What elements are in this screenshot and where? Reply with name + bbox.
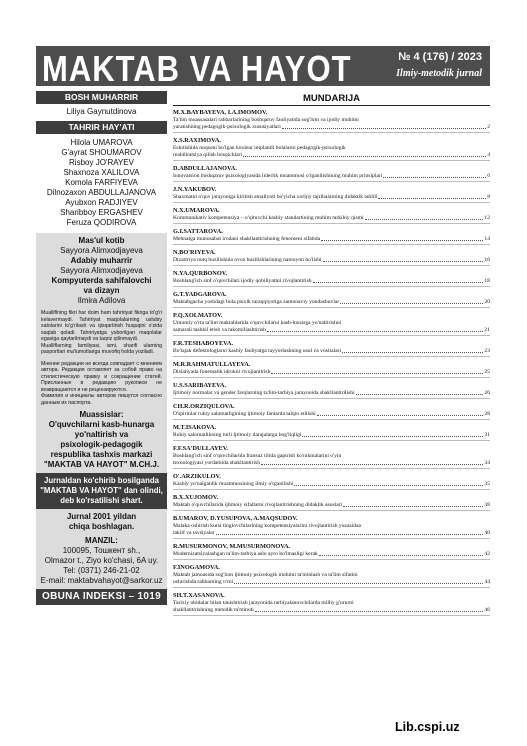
toc-heading: MUNDARIJA — [173, 91, 490, 106]
toc-author: R.MUSURMONOV, M.MUSURMONOVA. — [173, 543, 291, 550]
founders-label: Muassislar: — [79, 410, 124, 419]
masthead — [36, 46, 490, 90]
toc-divider — [173, 181, 490, 182]
founded-line: chiqa boshlagan. — [68, 522, 135, 531]
toc-page-number: 31 — [484, 432, 490, 438]
toc-page-number: 2 — [487, 124, 490, 130]
toc-title-line — [173, 390, 490, 397]
chief-editor-name: Liliya Gaynutdinova — [66, 107, 137, 116]
toc-title-text: Boshlang'ich sinf o'quvchilari ijodiy qobiliyatini rivojlantirish — [173, 278, 312, 284]
toc-leader-dots — [302, 432, 483, 437]
toc-divider — [173, 335, 490, 336]
toc-title-text: samarali tashkil etish va takomillashtirish — [173, 327, 266, 333]
board-member: Sharibboy ERGASHEV — [60, 208, 143, 217]
toc-divider — [173, 489, 490, 490]
toc-title-line — [173, 278, 490, 285]
toc-title-line — [173, 299, 490, 306]
toc-title-text: yaratishning pedagogik-psixologik xususiyatlari — [173, 124, 281, 130]
toc-title-text: reabilitatsiya qilish bosqichlari — [173, 152, 242, 158]
editorial-board-list — [36, 138, 167, 228]
toc-page-number: 21 — [484, 327, 490, 333]
toc-entry[interactable] — [173, 207, 490, 224]
toc-entry[interactable] — [173, 291, 490, 308]
layout-label-2: va dizayn — [83, 286, 120, 295]
toc-divider — [173, 398, 490, 399]
toc-leader-dots — [317, 411, 484, 416]
toc-title-text: Mehnatga munosabat irodani shakllantirishning fenomeni sifatida — [173, 236, 321, 242]
toc-entry[interactable] — [173, 361, 490, 378]
toc-page-number: 44 — [484, 579, 490, 585]
founders-list — [38, 420, 165, 470]
toc-title-line — [173, 523, 490, 530]
board-member: Hilola UMAROVA — [70, 138, 133, 147]
board-member: Komola FARFIYEVA — [65, 178, 138, 187]
toc-divider — [173, 265, 490, 266]
toc-entry[interactable] — [173, 564, 490, 588]
toc-page-number: 40 — [484, 530, 490, 536]
toc-title-line — [173, 502, 490, 509]
toc-entry[interactable] — [173, 592, 490, 616]
toc-page-number: 35 — [484, 481, 490, 487]
reprint-line: Jurnaldan ko'chirib bosilganda — [44, 476, 159, 485]
toc-page-number: 42 — [484, 551, 490, 557]
toc-page-number: 20 — [484, 299, 490, 305]
toc-divider — [173, 615, 490, 616]
toc-title-line — [173, 432, 490, 439]
founders-line: "MAKTAB VA HAYOT" M.CH.J. — [43, 460, 160, 469]
toc-entry[interactable] — [173, 494, 490, 511]
toc-leader-dots — [343, 502, 483, 507]
toc-author: B.UMAROV, D.YUSUPOVA, A.MAQSUDOV. — [173, 515, 298, 522]
founded-line: Jurnal 2001 yildan — [66, 512, 137, 521]
toc-entry[interactable] — [173, 340, 490, 357]
toc-title-line — [173, 551, 490, 558]
layout-label-1: Kompyuterda sahifalovchi — [51, 276, 152, 285]
layout-designer-name: Ilmira Adilova — [77, 296, 126, 305]
toc-entry[interactable] — [173, 109, 490, 133]
toc-title-line — [173, 145, 490, 152]
toc-title-text: Ta'lim muassasalari rahbarlarining boshqaruv faoliyatida sog'lom va ijodiy muhitni — [173, 117, 359, 123]
toc-author: N.YA.QURBONOV. — [173, 270, 228, 277]
address-line: Olmazor t., Ziyo ko'chasi, 6A uy. — [44, 556, 159, 565]
toc-author: G.T.YADGAROVA. — [173, 291, 227, 298]
toc-divider — [173, 419, 490, 420]
literary-editor-label: Adabiy muharrir — [70, 256, 133, 265]
toc-leader-dots — [261, 460, 483, 465]
toc-page-number: 8 — [487, 194, 490, 200]
toc-title-line — [173, 481, 490, 488]
toc-leader-dots — [313, 278, 484, 283]
toc-entry[interactable] — [173, 270, 490, 287]
toc-divider — [173, 468, 490, 469]
journal-title: MAKTAB VA HAYOT — [42, 48, 352, 90]
toc-title-line — [173, 124, 490, 131]
toc-title-line — [173, 348, 490, 355]
toc-title-text: Malaka oshirish kursi tinglovchilarining kompetensiyalarini rivojlantirish yuzasidan — [173, 523, 362, 529]
toc-title-line — [173, 572, 490, 579]
toc-author: M.T.ISAKOVA. — [173, 424, 216, 431]
toc-entry[interactable] — [173, 382, 490, 399]
toc-author: F.F.SA'DULLAYEV. — [173, 445, 229, 452]
toc-title-line — [173, 327, 490, 334]
secretary-label: Mas'ul kotib — [78, 236, 125, 245]
toc-title-line — [173, 579, 490, 586]
toc-title-text: Shaxmatni o'quv jarayoniga kiritish amaliyoti bo'yicha xorijiy tajribalarning didaktik tahlili — [173, 194, 378, 200]
reprint-lines — [38, 476, 165, 506]
toc-title-line — [173, 194, 490, 201]
toc-title-line — [173, 257, 490, 264]
toc-title-text: Maktab jamoasida sog'lom ijtimoiy psixologik muhitni ta'minlash va ta'lim sifatini — [173, 572, 358, 578]
founders-line: O'quvchilarni kasb-hunarga — [48, 420, 155, 429]
toc-divider — [173, 307, 490, 308]
watermark: Lib.cspi.uz — [395, 720, 460, 734]
board-member: Feruza QODIROVA — [66, 218, 137, 227]
toc-entry[interactable] — [173, 186, 490, 203]
toc-leader-dots — [216, 530, 484, 535]
staff-box — [36, 233, 167, 473]
subscription-index: OBUNA INDEKSI – 1019 — [36, 589, 167, 605]
toc-title-text: Eshitishida nuqsoni bo'lgan koxlear implantli bolalarni pedagogik-psixologik — [173, 145, 346, 151]
address-label: MANZIL: — [85, 536, 118, 545]
address-box — [36, 509, 167, 589]
toc-entry[interactable] — [173, 445, 490, 469]
board-member: Ayubxon RADJIYEV — [65, 198, 138, 207]
toc-divider — [173, 244, 490, 245]
toc-author: N.BO'RIYEVA. — [173, 249, 216, 256]
toc-title-line — [173, 453, 490, 460]
toc-author: P.Q.XOLMATOV. — [173, 312, 223, 319]
toc-title-text: Umumiy o'rta ta'lim maktablarida o'quvchilarni kasb-hunarga yo'naltirishni — [173, 320, 342, 326]
address-line: 100095, Тошкент sh., — [62, 546, 141, 555]
toc-title-line — [173, 460, 490, 467]
toc-leader-dots — [234, 579, 483, 584]
notice-uz-1: Mualliflning fikri har doim ham tahririyat fikriga to'g'ri kelavermaydi. Tahririyat maqolalarning uslubiy xatolarini to'g'rilash va qisqartirish huquqini o'zida saqlab qoladi. Tahririyatga yuborilgan maqolalar egasiga qaytarilmaydi va taqriz qilinmaydi. — [41, 310, 162, 342]
toc-page-number: 25 — [484, 369, 490, 375]
founders-line: psixologik-pedagogik — [60, 440, 143, 449]
founded-lines — [38, 512, 165, 532]
toc-leader-dots — [294, 481, 483, 486]
toc-author: J.N.YAKUBOV. — [173, 186, 217, 193]
toc-title-text: Dislaliyada fonematik idrokni rivojlantirish — [173, 369, 271, 375]
address-line: Tel: (0371) 246-21-02 — [63, 566, 140, 575]
table-of-contents — [173, 91, 490, 620]
toc-page-number: 14 — [484, 236, 490, 242]
toc-author: G.I.SATTAROVA. — [173, 228, 223, 235]
reprint-line: "MAKTAB VA HAYOT" dan olindi, — [40, 486, 163, 495]
toc-divider — [173, 223, 490, 224]
toc-divider — [173, 587, 490, 588]
toc-leader-dots — [323, 257, 484, 262]
toc-divider — [173, 440, 490, 441]
toc-title-line — [173, 600, 490, 607]
toc-title-line — [173, 173, 490, 180]
toc-entry[interactable] — [173, 249, 490, 266]
toc-entry[interactable] — [173, 165, 490, 182]
toc-author: B.X.XUJOMOV. — [173, 494, 219, 501]
toc-entry[interactable] — [173, 403, 490, 420]
toc-title-line — [173, 236, 490, 243]
toc-page-number: 12 — [484, 215, 490, 221]
toc-title-text: Tarixiy obidalar bilan tanishtirish jarayonida tarbiyalanuvchilarda milliy g'ururni — [173, 600, 354, 606]
toc-author: U.S.SARIBAYEVA. — [173, 382, 227, 389]
toc-divider — [173, 356, 490, 357]
founders-line: yo'naltirish va — [74, 430, 129, 439]
toc-title-line — [173, 152, 490, 159]
chief-editor-label: BOSH MUHARRIR — [36, 91, 167, 104]
toc-author: N.X.UMAROVA. — [173, 207, 220, 214]
toc-page-number: 16 — [484, 257, 490, 263]
toc-page-number: 4 — [487, 152, 490, 158]
toc-title-text: Ruhiy salomatlikning turli ijtimoiy darajalarga bog'liqligi — [173, 432, 302, 438]
journal-subtitle: Ilmiy-metodik jurnal — [396, 68, 482, 79]
toc-divider — [173, 538, 490, 539]
board-member: Dilnozaxon ABDULLAJANOVA — [46, 188, 157, 197]
toc-title-text: Innovatsion boshqaruv psixologiyasida liderlik muammosi o'rganilishining muhim prinsiplari — [173, 173, 383, 179]
toc-title-line — [173, 117, 490, 124]
toc-entry[interactable] — [173, 228, 490, 245]
toc-divider — [173, 559, 490, 560]
toc-title-text: Modernizatsiyalashgan ta'lim-tarbiya aslo ayro bo'lmasligi kerak — [173, 551, 318, 557]
toc-title-line — [173, 530, 490, 537]
toc-entry[interactable] — [173, 515, 490, 539]
toc-author: F.INOGAMOVA. — [173, 564, 220, 571]
toc-divider — [173, 132, 490, 133]
toc-divider — [173, 510, 490, 511]
toc-entry[interactable] — [173, 312, 490, 336]
toc-title-line — [173, 215, 490, 222]
toc-page-number: 26 — [484, 390, 490, 396]
toc-author: SH.T.XASANOVA. — [173, 592, 225, 599]
toc-author: CH.R.ORZIQULOVA. — [173, 403, 235, 410]
toc-author: X.S.RAXIMOVA. — [173, 137, 221, 144]
address-line: E-mail: maktabvahayot@sarkor.uz — [40, 576, 163, 585]
toc-page-number: 34 — [484, 460, 490, 466]
toc-author: D.ABDULLAJANOVA. — [173, 165, 237, 172]
toc-title-text: Kasbiy yo'nalganlik muammosining ilmiy o'rganilishi — [173, 481, 294, 487]
toc-title-text: Dizartriya nutq buzilishida ovoz buzilishlarining namoyon bo'lishi — [173, 257, 322, 263]
toc-leader-dots — [356, 390, 484, 395]
toc-leader-dots — [321, 236, 483, 241]
toc-divider — [173, 202, 490, 203]
toc-title-text: texnologiyasi yordamida shakllantirish — [173, 460, 260, 466]
reprint-notice — [36, 473, 167, 509]
toc-leader-dots — [365, 215, 484, 220]
toc-page-number: 6 — [487, 173, 490, 179]
toc-entry[interactable] — [173, 543, 490, 560]
toc-leader-dots — [342, 348, 483, 353]
secretary-name: Sayyora Alimxodjayeva — [60, 246, 143, 255]
toc-entry[interactable] — [173, 137, 490, 161]
toc-leader-dots — [340, 299, 483, 304]
toc-title-text: O'spirinlar ruhiy salomatligining ijtimoiy fanlarda talqin etilishi — [173, 411, 316, 417]
toc-leader-dots — [282, 124, 486, 129]
board-member: Shaxnoza XALILOVA — [63, 168, 140, 177]
toc-title-text: shakllantirishning metodik ta'minoti — [173, 607, 254, 613]
toc-title-line — [173, 320, 490, 327]
toc-title-text: Boshlang'ich sinf o'quvchilarida fransuz tilida gapirish ko'nikmalarini o'yin — [173, 453, 342, 459]
toc-leader-dots — [255, 607, 484, 612]
toc-page-number: 23 — [484, 348, 490, 354]
toc-divider — [173, 377, 490, 378]
editorial-sidebar — [36, 91, 167, 605]
toc-title-text: Maktabgacha yoshdagi bola psixik taraqqiyotiga zamonaviy yondashuvlar — [173, 299, 340, 305]
toc-page-number: 28 — [484, 411, 490, 417]
toc-title-text: Maktab o'quvchilarida ijtimoiy sifatlarni rivojlantirishning didaktik asoslari — [173, 502, 343, 508]
toc-leader-dots — [319, 551, 484, 556]
reprint-line: deb ko'rsatilishi shart. — [60, 496, 143, 505]
editorial-board-label: TAHRIR HAY'ATI — [36, 121, 167, 134]
notice-uz-2: Mualliflarning familiyasi, ismi, sharifi ularning pasportlari ma'lumotlariga muvofiq holda yoziladi. — [41, 342, 162, 355]
issue-number: № 4 (176) / 2023 — [398, 51, 482, 63]
toc-title-text: Kommunikativ kompetensiya – o'qituvchi kasbiy standartining muhim tarkibiy qismi — [173, 215, 364, 221]
toc-page-number: 38 — [484, 502, 490, 508]
notice-ru-2: Фамилия и инициалы авторов пишутся согласно данным их паспорта. — [41, 393, 162, 406]
toc-author: O'.ARZIKULOV. — [173, 473, 221, 480]
board-member: Risboy JO'RAYEV — [69, 158, 134, 167]
board-member: G'ayrat SHOUMAROV — [61, 148, 142, 157]
toc-page-number: 46 — [484, 607, 490, 613]
literary-editor-name: Sayyora Alimxodjayeva — [60, 266, 143, 275]
toc-title-line — [173, 369, 490, 376]
toc-leader-dots — [383, 173, 486, 178]
toc-title-text: Ijtimoiy normalar va gender farqlarning ta'lim-tarbiya jarayonida shakllantirilishi — [173, 390, 355, 396]
toc-entry[interactable] — [173, 473, 490, 490]
toc-leader-dots — [267, 327, 484, 332]
toc-author: M.R.RAHMATULLAYEVA. — [173, 361, 251, 368]
toc-title-line — [173, 411, 490, 418]
toc-leader-dots — [378, 194, 486, 199]
toc-leader-dots — [271, 369, 483, 374]
founders-line: respublika tashxis markazi — [50, 450, 153, 459]
toc-author: F.R.TESHABOYEVA. — [173, 340, 234, 347]
toc-divider — [173, 286, 490, 287]
address-lines — [38, 546, 165, 586]
toc-title-line — [173, 607, 490, 614]
toc-divider — [173, 160, 490, 161]
toc-title-text: Bo'lajak defektologlarni kasbiy faoliyatga tayyorlashning usul va vositalari — [173, 348, 342, 354]
toc-title-text: taklif va tavsiyalar — [173, 530, 215, 536]
toc-author: M.X.BAYBAYEVA, I.A.IMOMOV. — [173, 109, 268, 116]
toc-leader-dots — [243, 152, 486, 157]
toc-entry[interactable] — [173, 424, 490, 441]
toc-entries — [173, 109, 490, 616]
notice-ru-1: Мнение редакции не всегда совпадает с мнением автора. Редакция оставляет за собой право на стилистическую правку и сокращение статей. Присланные в редакцию рукописи не возвращаются и не рецензируются. — [41, 360, 162, 393]
toc-title-text: oshirishda rahbarning o'rni — [173, 579, 234, 585]
toc-page-number: 18 — [484, 278, 490, 284]
